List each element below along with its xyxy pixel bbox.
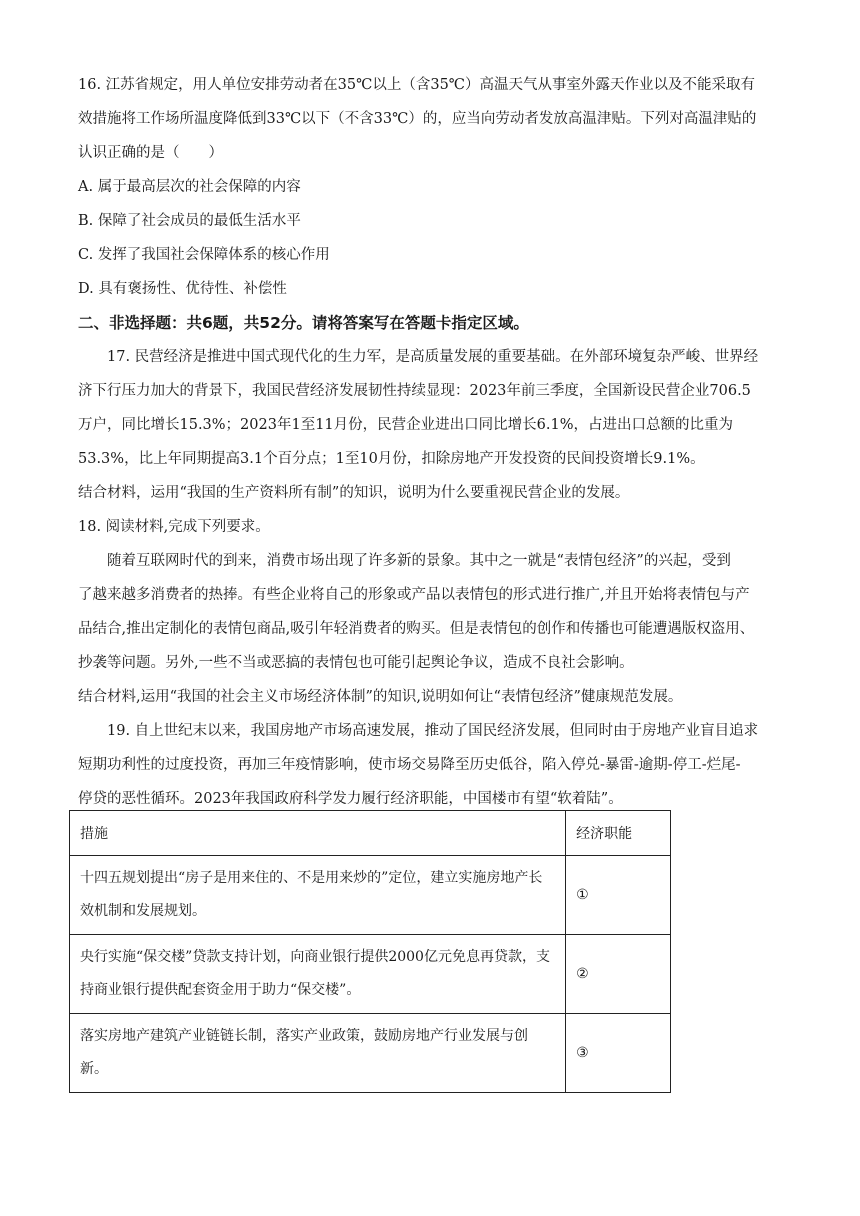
- q18-intro: 18. 阅读材料,完成下列要求。: [78, 519, 270, 535]
- table-row: [70, 856, 671, 935]
- header-measures: 措施: [70, 811, 566, 856]
- q19-line: 短期功利性的过度投资，再加三年疫情影响，使市场交易降至历史低谷，陷入停兑-暴雷-逾期-停工-烂尾-: [78, 757, 741, 773]
- question-19: [78, 714, 788, 816]
- q18-line: 了越来越多消费者的热捧。有些企业将自己的形象或产品以表情包的形式进行推广,并且开始将表情包与产: [78, 587, 750, 603]
- measure-cell: [70, 935, 566, 1014]
- function-cell: ①: [566, 856, 671, 935]
- q16-line: 效措施将工作场所温度降低到33℃以下（不含33℃）的，应当向劳动者发放高温津贴。下列对高温津贴的: [78, 111, 757, 127]
- q17-question: 结合材料，运用“我国的生产资料所有制”的知识，说明为什么要重视民营企业的发展。: [78, 485, 630, 501]
- table-row: [70, 1014, 671, 1093]
- section-heading: 二、非选择题：共6题，共52分。请将答案写在答题卡指定区域。: [78, 314, 529, 332]
- q16-line: 认识正确的是（ ）: [78, 145, 223, 161]
- q18-question: 结合材料,运用“我国的社会主义市场经济体制”的知识,说明如何让“表情包经济”健康规范发展。: [78, 689, 683, 705]
- header-economic-function: 经济职能: [566, 811, 671, 856]
- q17-line: 万户，同比增长15.3%；2023年1至11月份，民营企业进出口同比增长6.1%，占进出口总额的比重为: [78, 417, 733, 433]
- q16-option-a: A. 属于最高层次的社会保障的内容: [78, 179, 301, 195]
- measure-text: 十四五规划提出“房子是用来住的、不是用来炒的”定位，建立实施房地产长效机制和发展规划。: [80, 870, 543, 919]
- q16-option-c: C. 发挥了我国社会保障体系的核心作用: [78, 247, 330, 263]
- function-cell: ③: [566, 1014, 671, 1093]
- q16-line: 16. 江苏省规定，用人单位安排劳动者在35℃以上（含35℃）高温天气从事室外露天作业以及不能采取有: [78, 77, 756, 93]
- q17-line: 济下行压力加大的背景下，我国民营经济发展韧性持续显现：2023年前三季度，全国新设民营企业706.5: [78, 383, 751, 399]
- measure-text: 央行实施“保交楼”贷款支持计划，向商业银行提供2000亿元免息再贷款，支持商业银行提供配套资金用于助力“保交楼”。: [80, 949, 550, 998]
- table-row: [70, 935, 671, 1014]
- function-cell: ②: [566, 935, 671, 1014]
- measure-text: 落实房地产建筑产业链链长制，落实产业政策，鼓励房地产行业发展与创新。: [80, 1028, 528, 1077]
- q16-option-b: B. 保障了社会成员的最低生活水平: [78, 213, 301, 229]
- measure-cell: [70, 856, 566, 935]
- measures-table: [69, 810, 671, 1093]
- q19-line: 停贷的恶性循环。2023年我国政府科学发力履行经济职能，中国楼市有望“软着陆”。: [78, 791, 623, 807]
- measure-cell: [70, 1014, 566, 1093]
- table-header-row: [70, 811, 671, 856]
- q17-line: 53.3%，比上年同期提高3.1个百分点；1至10月份，扣除房地产开发投资的民间投资增长9.1%。: [78, 451, 705, 467]
- question-18: [78, 510, 788, 714]
- q17-line: 17. 民营经济是推进中国式现代化的生力军，是高质量发展的重要基础。在外部环境复杂严峻、世界经: [107, 349, 759, 365]
- question-16: [78, 68, 788, 306]
- q19-line: 19. 自上世纪末以来，我国房地产市场高速发展，推动了国民经济发展，但同时由于房地产业盲目追求: [107, 723, 759, 739]
- q18-line: 品结合,推出定制化的表情包商品,吸引年轻消费者的购买。但是表情包的创作和传播也可能遭遇版权盗用、: [78, 621, 755, 637]
- question-17: [78, 340, 788, 510]
- exam-page: [78, 68, 788, 816]
- q18-line: 抄袭等问题。另外,一些不当或恶搞的表情包也可能引起舆论争议，造成不良社会影响。: [78, 655, 634, 671]
- q16-option-d: D. 具有褒扬性、优待性、补偿性: [78, 281, 287, 297]
- q18-line: 随着互联网时代的到来，消费市场出现了许多新的景象。其中之一就是“表情包经济”的兴起，受到: [107, 553, 731, 569]
